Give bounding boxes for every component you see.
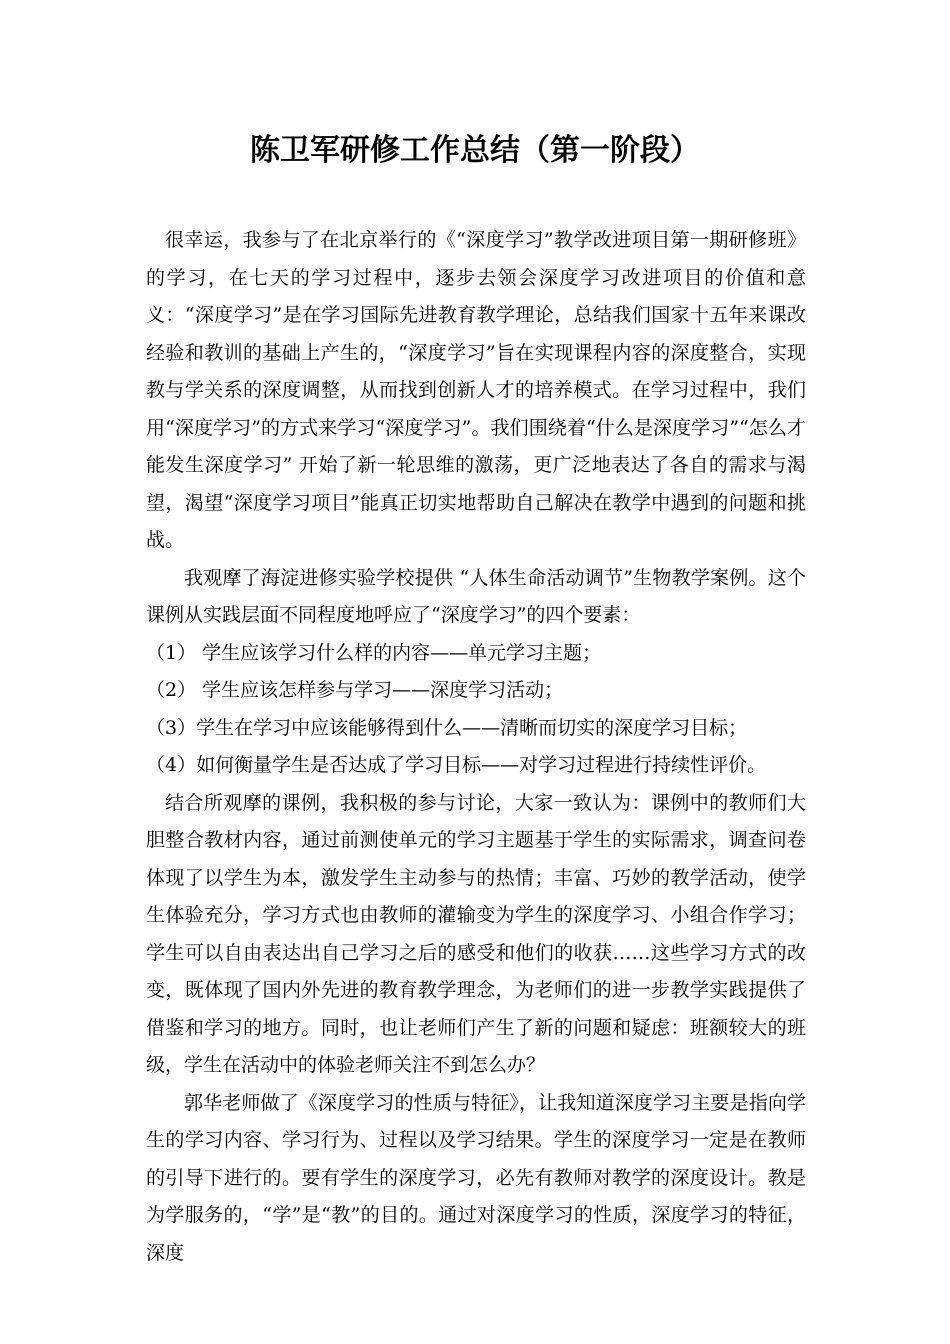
paragraph-discussion: 结合所观摩的课例，我积极的参与讨论，大家一致认为：课例中的教师们大胆整合教材内容，通过前测使单元的学习主题基于学生的实际需求，调查问卷体现了以学生为本，激发学生主动参与的热情；丰富、巧妙的教学活动，使学生体验充分，学习方式也由教师的灌输变为学生的深度学习、小组合作学习；学生可以自由表达出自己学习之后的感受和他们的收获……这些学习方式的改变，既体现了国内外先进的教育教学理念，为老师们的进一步教学实践提供了借鉴和学习的地方。同时，也让老师们产生了新的问题和疑虑：班额较大的班级，学生在活动中的体验老师关注不到怎么办？	[146, 791, 806, 1076]
paragraph-lecture: 郭华老师做了《深度学习的性质与特征》，让我知道深度学习主要是指向学生的学习内容、学习行为、过程以及学习结果。学生的深度学习一定是在教师的引导下进行的。要有学生的深度学习，必先有教师对教学的深度设计。教是为学服务的，“学”是“教”的目的。通过对深度学习的性质，深度学习的特征，深度	[146, 1091, 806, 1264]
list-item: （3）学生在学习中应该能够得到什么——清晰而切实的深度学习目标；	[146, 716, 748, 739]
paragraph-case-observation: 我观摩了海淀进修实验学校提供 “人体生命活动调节”生物教学案例。这个课例从实践层面不同程度地呼应了“深度学习”的四个要素：	[146, 566, 806, 626]
list-item: （4）如何衡量学生是否达成了学习目标——对学习过程进行持续性评价。	[146, 754, 767, 776]
document-body	[146, 222, 806, 1272]
paragraph-intro: 很幸运，我参与了在北京举行的《“深度学习”教学改进项目第一期研修班》的学习，在七天的学习过程中，逐步去领会深度学习改进项目的价值和意义：“深度学习”是在学习国际先进教育教学理论，总结我们国家十五年来课改经验和教训的基础上产生的，“深度学习”旨在实现课程内容的深度整合，实现教与学关系的深度调整，从而找到创新人才的培养模式。在学习过程中，我们用“深度学习”的方式来学习“深度学习”。我们围绕着“什么是深度学习”“怎么才能发生深度学习” 开始了新一轮思维的激荡，更广泛地表达了各自的需求与渴望，渴望“深度学习项目”能真正切实地帮助自己解决在教学中遇到的问题和挑战。	[146, 229, 806, 551]
document-title: 陈卫军研修工作总结（第一阶段）	[250, 133, 700, 168]
list-item: （2） 学生应该怎样参与学习——深度学习活动；	[146, 679, 564, 701]
list-item: （1） 学生应该学习什么样的内容——单元学习主题；	[146, 641, 602, 664]
